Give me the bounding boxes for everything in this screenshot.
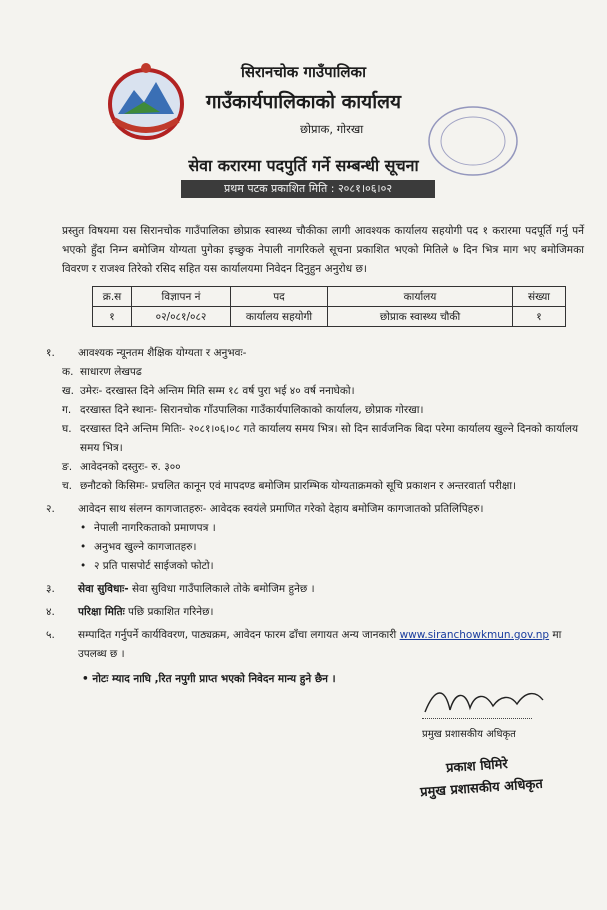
section-number: ४. [46, 606, 55, 618]
section-number: ५. [46, 629, 55, 641]
section-label: परिक्षा मितिः [78, 606, 125, 618]
list-item [46, 363, 586, 382]
table-cell: ०२/०८१/०८२ [132, 307, 231, 327]
item-text: साधारण लेखपढ [80, 366, 142, 378]
note-text: • नोटः म्याद नाघि ,रित नपुगी प्राप्त भएको निवेदन मान्य हुने छैन । [82, 673, 336, 685]
bullet-icon: • [80, 560, 87, 572]
item-text: आवेदनको दस्तुरः- रु. ३०० [80, 461, 181, 473]
list-item [46, 420, 586, 458]
section-number: २. [46, 503, 55, 515]
item-text: अनुभव खुल्ने कागजातहरु। [94, 541, 197, 553]
list-item [46, 382, 586, 401]
table-cell: कार्यालय सहयोगी [231, 307, 328, 327]
table-header-row [93, 287, 566, 307]
section-5 [46, 626, 586, 664]
column-header: विज्ञापन नं [132, 287, 231, 307]
section-text: सम्पादित गर्नुपर्ने कार्यविवरण, पाठ्यक्रम, आवेदन फारम ढाँचा लगायत अन्य जानकारी [78, 629, 400, 641]
section-title: आवश्यक न्यूनतम शैक्षिक योग्यता र अनुभवः- [78, 347, 247, 359]
item-text: उमेरः- दरखास्त दिने अन्तिम मिति सम्म १८ वर्ष पुरा भई ४० वर्ष ननाघेको। [80, 385, 355, 397]
table-cell: छोप्राक स्वास्थ्य चौकी [328, 307, 513, 327]
section-1-heading [46, 344, 586, 363]
stamp-title: प्रमुख प्रशासकीय अधिकृत [419, 776, 544, 801]
item-text: छनौटको किसिमः- प्रचलित कानून एवं मापदण्ड बमोजिम प्रारम्भिक योग्यताक्रमको सूचि प्रकाशन र अन्तरवार्ता परीक्षा। [80, 480, 517, 492]
table-row [93, 307, 566, 327]
section-label: सेवा सुविधाः- [78, 583, 129, 595]
section-text: पछि प्रकाशित गरिनेछ। [124, 606, 214, 618]
section-number: १. [46, 347, 55, 359]
vacancy-table [92, 286, 566, 327]
requirements-list [46, 344, 586, 689]
item-text: दरखास्त दिने स्थानः- सिरानचोक गाँउपालिका गाउँकार्यपालिकाको कार्यालय, छोप्राक गोरखा। [80, 404, 424, 416]
section-3 [46, 580, 586, 599]
intro-paragraph: प्रस्तुत विषयमा यस सिरानचोक गाउँपालिका छोप्राक स्वास्थ्य चौकीका लागी आवश्यक कार्यालय सहयोगी पद १ करारमा पदपूर्ति गर्नु पर्ने भएको हुँदा निम्न बमोजिम योग्यता पुगेका इच्छुक नेपाली नागरिकले सूचना प्रकाशित भएको मितिले ७ दिन भित्र माग भए बमोजिमका विवरण र राजश्व तिरेको रसिद सहित यस कार्यालयमा निवेदन दिनुहुन अनुरोध छ। [62, 225, 584, 275]
column-header: कार्यालय [328, 287, 513, 307]
item-letter: च. [62, 480, 73, 492]
notice-title: सेवा करारमा पदपुर्ति गर्ने सम्बन्धी सूचना [188, 156, 419, 175]
section-2-heading [46, 500, 586, 519]
item-letter: घ. [62, 423, 72, 435]
section-title: आवेदन साथ संलग्न कागजातहरुः- आवेदक स्वयंले प्रमाणित गरेको देहाय बमोजिम कागजातको प्रतिलिपिहरु। [78, 503, 484, 515]
office-address: छोप्राक, गोरखा [300, 122, 364, 136]
item-text: नेपाली नागरिकताको प्रमाणपत्र । [94, 522, 216, 534]
website-link[interactable]: www.siranchowkmun.gov.np [399, 629, 550, 641]
item-text: दरखास्त दिने अन्तिम मितिः- २०८१।०६।०८ गते कार्यालय समय भित्र। सो दिन सार्वजनिक बिदा परेमा कार्यालय खुल्ने दिनको कार्यालय समय भित्र। [80, 423, 579, 454]
section-text: मा उपलब्ध छ । [78, 629, 562, 660]
table-cell: १ [513, 307, 566, 327]
section-4 [46, 603, 586, 622]
municipality-name: सिरानचोक गाउँपालिका [241, 63, 366, 81]
item-letter: ङ. [62, 461, 73, 473]
list-item [46, 557, 586, 576]
item-letter: ग. [62, 404, 72, 416]
stamp-name: प्रकाश घिमिरे [445, 756, 509, 777]
table-cell: १ [93, 307, 132, 327]
list-item [46, 401, 586, 420]
list-item [46, 458, 586, 477]
column-header: क्र.स [93, 287, 132, 307]
column-header: पद [231, 287, 328, 307]
bullet-icon: • [80, 522, 87, 534]
item-text: २ प्रति पासपोर्ट साईजको फोटो। [94, 560, 214, 572]
handwritten-signature [415, 682, 565, 722]
item-letter: क. [62, 366, 74, 378]
column-header: संख्या [513, 287, 566, 307]
section-text: सेवा सुविधा गाउँपालिकाले तोके बमोजिम हुनेछ । [128, 583, 315, 595]
list-item [46, 519, 586, 538]
office-name: गाउँकार्यपालिकाको कार्यालय [205, 91, 402, 113]
section-number: ३. [46, 583, 55, 595]
list-item [46, 477, 586, 496]
item-letter: ख. [62, 385, 74, 397]
signature-line [422, 718, 532, 719]
signatory-title: प्रमुख प्रशासकीय अधिकृत [422, 729, 516, 740]
list-item [46, 538, 586, 557]
publication-date-banner: प्रथम पटक प्रकाशित मिति : २०८१।०६।०२ [181, 180, 435, 198]
bullet-icon: • [80, 541, 87, 553]
